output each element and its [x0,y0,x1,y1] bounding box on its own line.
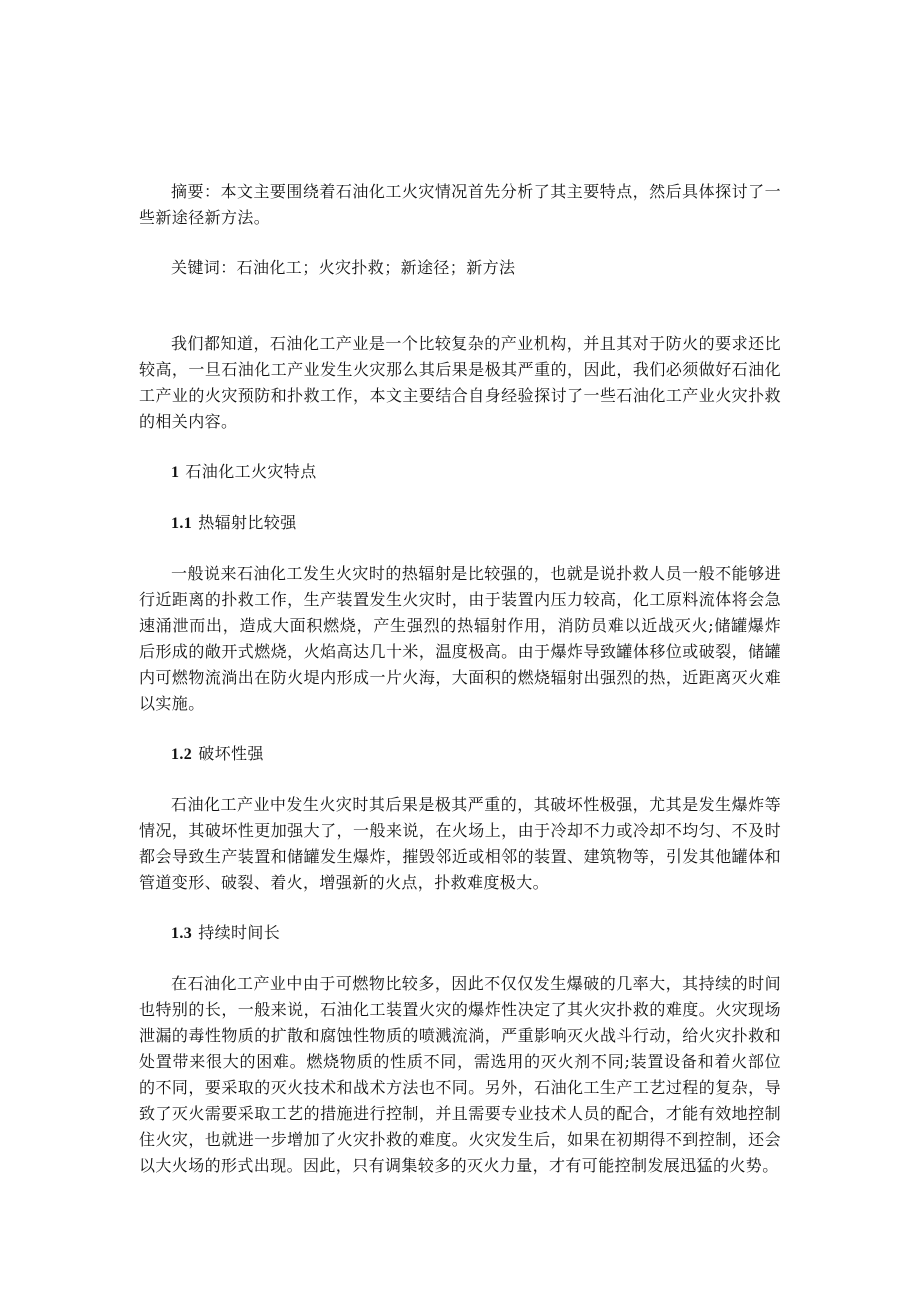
section-1-3-number: 1.3 [171,925,193,942]
section-1-2-heading [139,741,781,768]
keywords-paragraph: 关键词：石油化工；火灾扑救；新途径；新方法 [171,258,516,277]
section-1-1-body: 一般说来石油化工发生火灾时的热辐射是比较强的，也就是说扑救人员一般不能够进行近距离的扑救工作，生产装置发生火灾时，由于装置内压力较高，化工原料流体将会急速涌泄而出，造成大面积燃烧，产生强烈的热辐射作用，消防员难以近战灭火;储罐爆炸后形成的敞开式燃烧，火焰高达几十米，温度极高。由于爆炸导致罐体移位或破裂，储罐内可燃物流淌出在防火堤内形成一片火海，大面积的燃烧辐射出强烈的热，近距离灭火难以实施。 [139,564,781,713]
section-1-3-body: 在石油化工产业中由于可燃物比较多，因此不仅仅发生爆破的几率大，其持续的时间也特别的长，一般来说，石油化工装置火灾的爆炸性决定了其火灾扑救的难度。火灾现场泄漏的毒性物质的扩散和腐蚀性物质的喷溅流淌，严重影响灭火战斗行动，给火灾扑救和处置带来很大的困难。燃烧物质的性质不同，需选用的灭火剂不同;装置设备和着火部位的不同，要采取的灭火技术和战术方法也不同。另外，石油化工生产工艺过程的复杂，导致了灭火需要采取工艺的措施进行控制，并且需要专业技术人员的配合，才能有效地控制住火灾，也就进一步增加了火灾扑救的难度。火灾发生后，如果在初期得不到控制，还会以大火场的形式出现。因此，只有调集较多的灭火力量，才有可能控制发展迅猛的火势。 [139,974,781,1175]
section-1-2-body: 石油化工产业中发生火灾时其后果是极其严重的，其破坏性极强，尤其是发生爆炸等情况，其破坏性更加强大了，一般来说，在火场上，由于冷却不力或冷却不均匀、不及时都会导致生产装置和储罐发生爆炸，摧毁邻近或相邻的装置、建筑物等，引发其他罐体和管道变形、破裂、着火，增强新的火点，扑救难度极大。 [139,795,781,892]
section-1-1-title: 热辐射比较强 [198,513,297,532]
section-1-1-number: 1.1 [171,515,193,532]
abstract-paragraph: 摘要：本文主要围绕着石油化工火灾情况首先分析了其主要特点，然后具体探讨了一些新途径新方法。 [139,182,781,227]
section-1-number: 1 [171,464,180,481]
section-1-2-title: 破坏性强 [198,744,264,763]
section-1-heading [139,459,781,486]
section-1-1-heading [139,510,781,537]
intro-paragraph: 我们都知道，石油化工产业是一个比较复杂的产业机构，并且其对于防火的要求还比较高，一旦石油化工产业发生火灾那么其后果是极其严重的，因此，我们必须做好石油化工产业的火灾预防和扑救工作，本文主要结合自身经验探讨了一些石油化工产业火灾扑救的相关内容。 [139,334,781,431]
section-1-3-heading [139,920,781,947]
document-body [139,179,781,1179]
section-1-title: 石油化工火灾特点 [185,462,317,481]
section-1-3-title: 持续时间长 [198,923,281,942]
section-1-2-number: 1.2 [171,746,193,763]
